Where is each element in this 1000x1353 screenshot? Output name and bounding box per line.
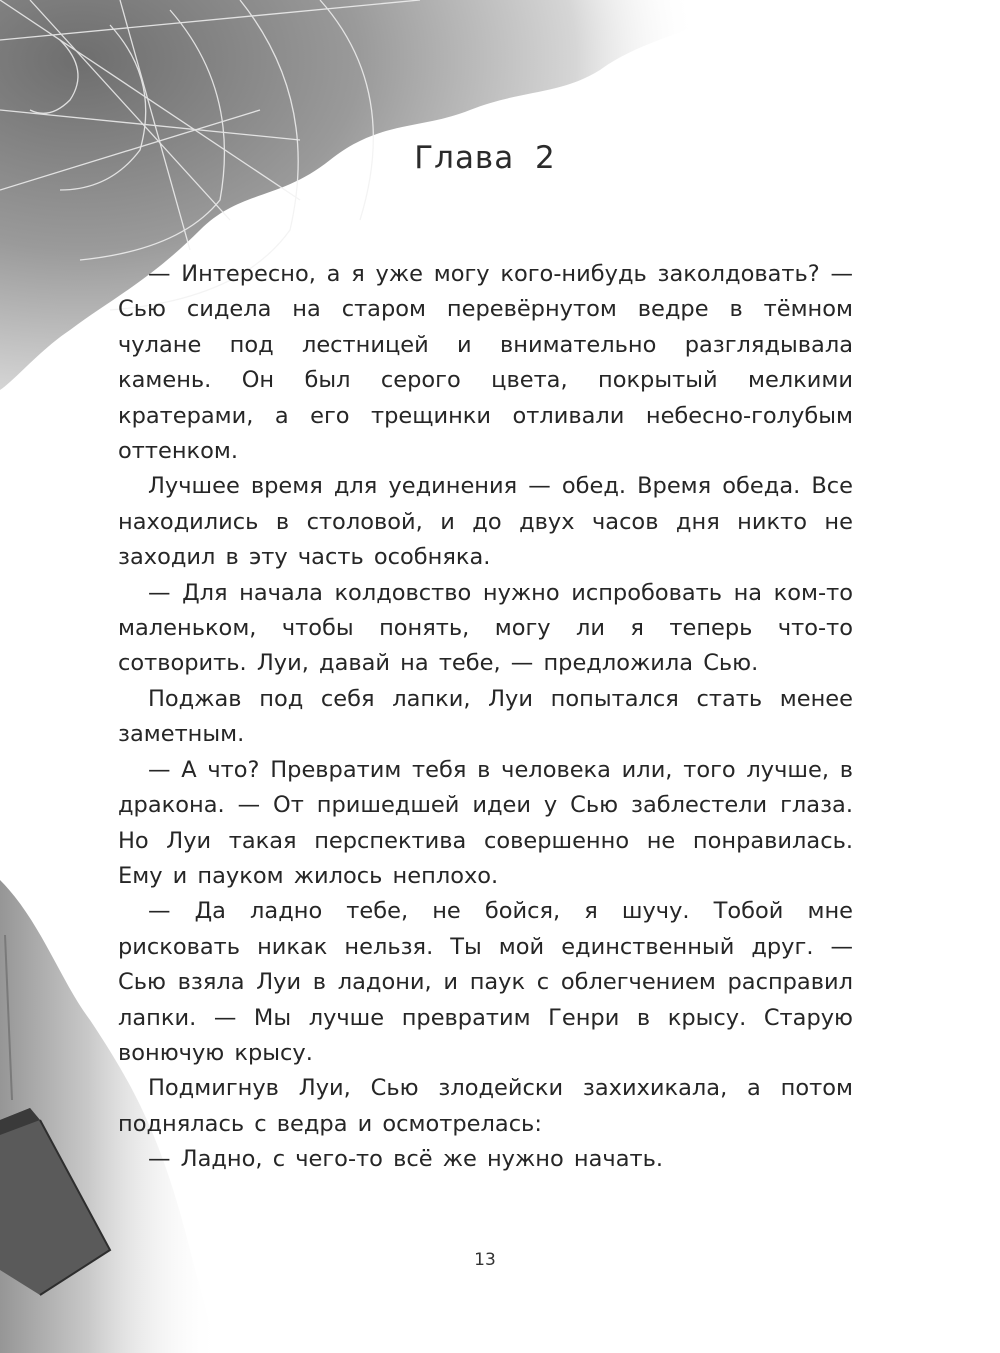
chapter-text bbox=[118, 257, 853, 1178]
paragraph: — Интересно, а я уже могу кого-нибудь заколдовать? — Сью сидела на старом перевёрнутом ведре в тёмном чулане под лестницей и внимательно разглядывала камень. Он был серого цвета, покрытый мелкими кратерами, а его трещинки отливали небесно-голубым оттенком. bbox=[118, 261, 853, 465]
paragraph: — А что? Превратим тебя в человека или, того лучше, в дракона. — От пришедшей идеи у Сью заблестели глаза. Но Луи такая перспектива совершенно не понравилась. Ему и пауком жилось неплохо. bbox=[118, 756, 853, 889]
paragraph: Подмигнув Луи, Сью злодейски захихикала, а потом поднялась с ведра и осмотрелась: bbox=[118, 1075, 853, 1137]
paragraph: — Для начала колдовство нужно испробовать на ком-то маленьком, чтобы понять, могу ли я теперь что-то сотворить. Луи, давай на тебе, — предложила Сью. bbox=[118, 579, 853, 677]
paragraph: Лучшее время для уединения — обед. Время обеда. Все находились в столовой, и до двух часов дня никто не заходил в эту часть особняка. bbox=[118, 473, 853, 571]
paragraph: — Ладно, с чего-то всё же нужно начать. bbox=[148, 1146, 664, 1173]
paragraph: — Да ладно тебе, не бойся, я шучу. Тобой мне рисковать никак нельзя. Ты мой единственный друг. — Сью взяла Луи в ладони, и паук с облегчением расправил лапки. — Мы лучше превратим Генри в крысу. Старую вонючую крысу. bbox=[118, 898, 853, 1066]
paragraph: Поджав под себя лапки, Луи попытался стать менее заметным. bbox=[118, 685, 853, 748]
page-number: 13 bbox=[474, 1250, 496, 1270]
chapter-title: Глава 2 bbox=[414, 140, 556, 176]
